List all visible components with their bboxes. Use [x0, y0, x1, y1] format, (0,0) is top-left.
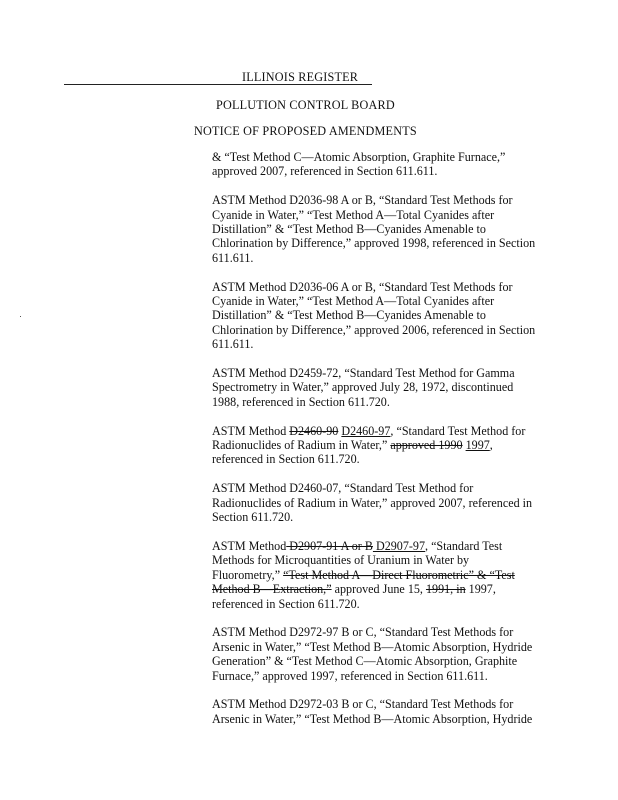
- inserted-text: D2907-97: [372, 538, 426, 553]
- board-name: POLLUTION CONTROL BOARD: [216, 98, 395, 112]
- entry-line: ASTM Method D2972-03 B or C, “Standard Test Methods for: [212, 697, 514, 712]
- entry-line: ASTM Method D2459-72, “Standard Test Method for Gamma: [212, 366, 515, 381]
- struck-text: “Test Method A—Direct Fluorometric” & “Test: [283, 567, 515, 582]
- struck-text: approved 1990: [390, 438, 463, 453]
- plain-text: ASTM Method: [212, 538, 287, 553]
- reference-entry: [212, 280, 542, 352]
- entry-line: approved 2007, referenced in Section 611.611.: [212, 164, 438, 179]
- entry-line: 1988, referenced in Section 611.720.: [212, 394, 390, 409]
- notice-title: NOTICE OF PROPOSED AMENDMENTS: [194, 124, 417, 138]
- entry-line: Cyanide in Water,” “Test Method A—Total Cyanides after: [212, 207, 495, 222]
- plain-text: 1997,: [465, 582, 496, 597]
- entry-line: Arsenic in Water,” “Test Method B—Atomic Absorption, Hydride: [212, 711, 533, 726]
- reference-entry: [212, 625, 542, 683]
- entry-line: Furnace,” approved 1997, referenced in Section 611.611.: [212, 668, 488, 683]
- entry-line: Arsenic in Water,” “Test Method B—Atomic Absorption, Hydride: [212, 639, 533, 654]
- reference-entry: [212, 193, 542, 265]
- inserted-text: 1997: [465, 438, 490, 453]
- reference-entry: [212, 481, 542, 524]
- register-title: ILLINOIS REGISTER: [242, 70, 359, 84]
- plain-text: Fluorometry,”: [212, 567, 284, 582]
- entry-line: [212, 582, 542, 596]
- entry-line: Distillation” & “Test Method B—Cyanides Amenable to: [212, 222, 486, 237]
- scan-speck: [20, 316, 21, 317]
- struck-text: D2460-90: [289, 423, 339, 438]
- entry-line: 611.611.: [212, 337, 254, 352]
- plain-text: , “Standard Test: [425, 538, 503, 553]
- entry-line: Spectrometry in Water,” approved July 28, 1972, discontinued: [212, 380, 514, 395]
- entry-line: [212, 438, 542, 452]
- plain-text: Radionuclides of Radium in Water,”: [212, 438, 391, 453]
- entry-line: [212, 568, 542, 582]
- entry-line: 611.611.: [212, 250, 254, 265]
- reference-entry: [212, 150, 542, 179]
- entry-line: Chlorination by Difference,” approved 2006, referenced in Section: [212, 322, 536, 337]
- entry-line: Radionuclides of Radium in Water,” approved 2007, referenced in: [212, 495, 533, 510]
- inserted-text: D2460-97: [341, 423, 391, 438]
- reference-entry: [212, 424, 542, 467]
- entry-line: Cyanide in Water,” “Test Method A—Total Cyanides after: [212, 294, 495, 309]
- reference-entry: [212, 366, 542, 409]
- entry-line: [212, 424, 542, 438]
- plain-text: approved June 15,: [331, 582, 426, 597]
- entry-line: referenced in Section 611.720.: [212, 596, 360, 611]
- struck-text: 1991, in: [425, 582, 466, 597]
- plain-text: ASTM Method: [212, 423, 290, 438]
- plain-text: , “Standard Test Method for: [390, 423, 526, 438]
- entry-line: Chlorination by Difference,” approved 1998, referenced in Section: [212, 236, 536, 251]
- entry-line: ASTM Method D2036-98 A or B, “Standard Test Methods for: [212, 193, 513, 208]
- entry-line: Distillation” & “Test Method B—Cyanides Amenable to: [212, 308, 486, 323]
- struck-text: Method B—Extraction,”: [212, 582, 332, 597]
- reference-list: [212, 150, 542, 741]
- entry-line: ASTM Method D2972-97 B or C, “Standard Test Methods for: [212, 625, 514, 640]
- entry-line: ASTM Method D2036-06 A or B, “Standard Test Methods for: [212, 279, 513, 294]
- entry-line: & “Test Method C—Atomic Absorption, Graphite Furnace,”: [212, 150, 506, 164]
- entry-line: Methods for Microquantities of Uranium in Water by: [212, 553, 470, 568]
- entry-line: Generation” & “Test Method C—Atomic Absorption, Graphite: [212, 654, 518, 669]
- plain-text: ,: [489, 438, 493, 453]
- reference-entry: [212, 697, 542, 726]
- reference-entry: [212, 539, 542, 611]
- entry-line: Section 611.720.: [212, 510, 294, 525]
- entry-line: referenced in Section 611.720.: [212, 452, 360, 467]
- entry-line: [212, 539, 542, 553]
- entry-line: ASTM Method D2460-07, “Standard Test Method for: [212, 481, 474, 496]
- struck-text: D2907-91 A or B: [286, 538, 373, 553]
